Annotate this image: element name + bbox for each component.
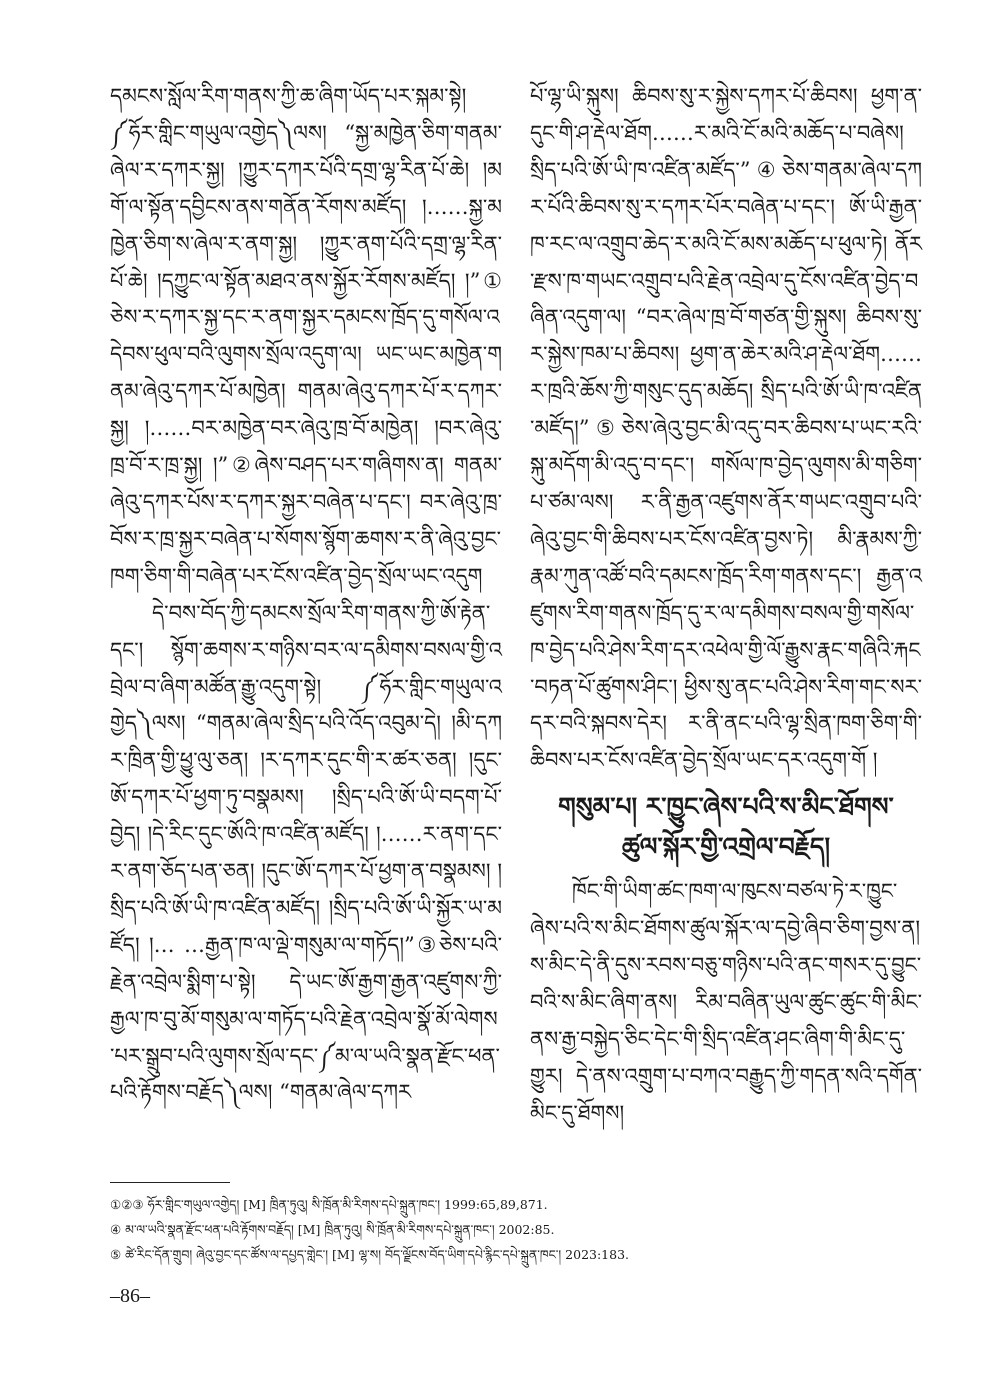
footnote: ⑤ ཚེ་རིང་དོན་གྲུབ། ཞེའུ་བྱང་དང་ཚོས་ལ་དཔྱད་གླེང་། [M] ལྷ་ས། བོད་ལྗོངས་བོད་ཡིག་དཔེ་རྙིང་དཔེ་སྐྲུན་ཁང་། 2023:183. (110, 1247, 630, 1262)
body-paragraph: པོ་ལྷ་ཡི་སྐུས། ཆིབས་སུ་ར་སྐྱེས་དཀར་པོ་ཆིབས། ཕྱག་ན་དུང་གི་ཤ་རྡེལ་ཐོག……ར་མའི་ངོ་མའི་མཆོད་པ་བཞེས། སྲིད་པའི་ཨོ་ཡི་ཁ་འཛིན་མཛོད་”④ཅེས་གནམ་ཞེལ་དཀར་པོའི་ཆིབས་སུ་ར་དཀར་པོར་བཞེན་པ་དང་། ཨོ་ཡི་རྒྱན་ཁ་རང་ལ་འགྲུབ་ཆེད་ར་མའི་ངོ་མས་མཆོད་པ་ཕུལ་ཏེ། ནོར་རྫས་ཁ་གཡང་འགྲུབ་པའི་རྗེན་འབྲེལ་དུ་ངོས་འཛིན་བྱེད་བཞིན་འདུག་ལ། “བར་ཞེལ་ཁྲ་བོ་གཙན་གྱི་སྐུས། ཆིབས་སུ་ར་སྐྱེས་ཁམ་པ་ཆིབས། ཕྱག་ན་ཆེར་མའི་ཤ་རྡེལ་ཐོག……ར་ཁྲའི་ཆོས་ཀྱི་གསུང་དུད་མཆོད། སྲིད་པའི་ཨོ་ཡི་ཁ་འཛིན་མཛོད།”⑤ཅེས་ཞེའུ་བྱང་མི་འདུ་བར་ཆིབས་པ་ཡང་རའི་སྐུ་མདོག་མི་འདུ་བ་དང་། གསོལ་ཁ་བྱེད་ལུགས་མི་གཅིག་པ་ཙམ་ལས། ར་ནི་རྒྱན་འཛུགས་ནོར་གཡང་འགྲུབ་པའི་ཞེའུ་བྱང་གི་ཆིབས་པར་ངོས་འཛིན་བྱས་ཏེ། མི་རྣམས་ཀྱི་རྣམ་ཀུན་འཚོ་བའི་དམངས་ཁྲོད་རིག་གནས་དང་། རྒྱན་འཛུགས་རིག་གནས་ཁྲོད་དུ་ར་ལ་དམིགས་བསལ་གྱི་གསོལ་ཁ་བྱེད་པའི་ཤེས་རིག་དར་འཕེལ་གྱི་ལོ་རྒྱུས་རྣང་གཞིའི་རྐང་བཏན་པོ་ཚུགས་ཤིང་། ཕྱིས་སུ་ནང་པའི་ཤེས་རིག་གང་སར་དར་བའི་སྐབས་དེར། ར་ནི་ནང་པའི་ལྷ་སྲིན་ཁག་ཅིག་གི་ཆིབས་པར་ངོས་འཛིན་བྱེད་སྲོལ་ཡང་དར་འདུག་གོ ། (530, 84, 922, 773)
body-paragraph: དམངས་སློལ་རིག་གནས་ཀྱི་ཆ་ཞིག་ཡོད་པར་སྐམ་སྟེ། ༼ཧོར་གླིང་གཡུལ་འགྱེད༽ལས། “སྐྱ་མཁྱེན་ཅིག་གནམ་ཞེལ་ར་དཀར་སྐྱ། །ཀྱུར་དཀར་པོའི་དགྲ་ལྷ་རིན་པོ་ཆེ། །མགོ་ལ་སྟོན་དབྱིངས་ནས་གནོན་རོགས་མཛོད། །……སྐྱ་མཁྱེན་ཅིག་ས་ཞེལ་ར་ནག་སྐྱ། །ཀྱུར་ནག་པོའི་དགྲ་ལྷ་རིན་པོ་ཆེ། །དཀྱུང་ལ་སྟོན་མཐའ་ནས་སྐྱོར་རོགས་མཛོད། །”①ཅེས་ར་དཀར་སྐྱ་དང་ར་ནག་སྐྱར་དམངས་ཁྲོད་དུ་གསོལ་འདེབས་ཕུལ་བའི་ལུགས་སྲོལ་འདུག་ལ། ཡང་ཡང་མཁྱེན་གནམ་ཞེའུ་དཀར་པོ་མཁྱེན། གནམ་ཞེའུ་དཀར་པོ་ར་དཀར་སྐྱ། །……བར་མཁྱེན་བར་ཞེའུ་ཁྲ་བོ་མཁྱེན། །བར་ཞེའུ་ཁྲ་བོ་ར་ཁྲ་སྐྱ། །”②ཞེས་བཤད་པར་གཞིགས་ན། གནམ་ཞེའུ་དཀར་པོས་ར་དཀར་སྐྱར་བཞེན་པ་དང་། བར་ཞེའུ་ཁྲ་བོས་ར་ཁྲ་སྐྱར་བཞེན་པ་སོགས་སྙོག་ཆགས་ར་ནི་ཞེའུ་བྱང་ཁག་ཅིག་གི་བཞེན་པར་ངོས་འཛིན་བྱེད་སྲོལ་ཡང་འདུག (110, 84, 502, 588)
section-heading-line: གསུམ་པ། ར་ཁྱུང་ཞེས་པའི་ས་མིང་ཐོགས་ (558, 792, 894, 822)
footnote: ④ མ་ལ་ཡའི་སྣན་རྫོང་ཕན་པའི་རྟོགས་བརྗོད། [M] ཁྲིན་ཏུའུ། སི་ཁྲོན་མི་རིགས་དཔེ་སྐྲུན་ཁང་། 2002:85. (110, 1222, 555, 1237)
left-text-column (110, 78, 502, 1105)
page-number: –86– (110, 1285, 150, 1307)
section-heading-line: ཚུལ་སྐོར་གྱི་འགྲེལ་བརྗོད། (621, 832, 831, 862)
footnote: ①②③ ཧོར་གླིང་གཡུལ་འགྱེད། [M] ཁྲིན་ཏུའུ། སི་ཁྲོན་མི་རིགས་དཔེ་སྐྲུན་ཁང་། 1999:65,89,871. (110, 1197, 548, 1212)
section-heading (530, 787, 922, 867)
footnote-divider (110, 1182, 230, 1183)
body-paragraph: དེ་བས་བོད་ཀྱི་དམངས་སྲོལ་རིག་གནས་ཀྱི་ཨོ་རྟེན་དང་། སྙོག་ཆགས་ར་གཉིས་བར་ལ་དམིགས་བསལ་གྱི་འབྲེལ་བ་ཞིག་མཚོན་རྒྱུ་འདུག་སྟེ། ༼ཧོར་གླིང་གཡུལ་འགྱེད༽ལས། “གནམ་ཞེལ་སྲིད་པའི་འོད་འབུམ་དེ། །མི་དཀར་ཁྲིན་གྱི་ཕྱུ་ལུ་ཅན། །ར་དཀར་དུང་གི་ར་ཚར་ཅན། །དུང་ཨོ་དཀར་པོ་ཕྱག་ཏུ་བསྣམས། །སྲིད་པའི་ཨོ་ཡི་བདག་པོ་བྱེད། །དེ་རིང་དུང་ཨོའི་ཁ་འཛིན་མཛོད། །……ར་ནག་དང་ར་ནག་ཅོད་པན་ཅན། །དུང་ཨོ་དཀར་པོ་ཕྱག་ན་བསྣམས། །སྲིད་པའི་ཨོ་ཡི་ཁ་འཛིན་མཛོད། །སྲིད་པའི་ཨོ་ཡི་སྐྱོར་ཡ་མཛོད། །… …རྒྱན་ཁ་ལ་ལྡེ་གསུམ་ལ་གཏོད།”③ཅེས་པའི་རྗེན་འབྲེལ་སྨིག་པ་སྟེ། དེ་ཡང་ཨོ་རྒྱག་རྒྱན་འཛུགས་ཀྱི་རྒྱལ་ཁ་བུ་མོ་གསུམ་ལ་གཏོད་པའི་རྗེན་འབྲེལ་སྣོ་མོ་ལེགས་པར་སྒྲུབ་པའི་ལུགས་སྲོལ་དང་༼མ་ལ་ཡའི་སྣན་རྫོང་ཕན་པའི་རྟོགས་བརྗོད༽ལས། “གནམ་ཞེལ་དཀར (110, 600, 502, 1105)
right-text-column (530, 78, 922, 1125)
footnotes (110, 1192, 920, 1267)
body-paragraph: ཁོང་གི་ཡིག་ཚང་ཁག་ལ་ཁུངས་བཙལ་ཏེ་ར་ཁྱུང་ཞེས་པའི་ས་མིང་ཐོགས་ཚུལ་སྐོར་ལ་དབྱེ་ཞིབ་ཅིག་བྱས་ན། ས་མིང་དེ་ནི་དུས་རབས་བཅུ་གཉིས་པའི་ནང་གསར་དུ་བྱུང་བའི་ས་མིང་ཞིག་ནས། རིམ་བཞིན་ཡུལ་ཚུང་ཚུང་གི་མིང་ནས་རྒྱ་བསྐྱེད་ཅིང་དེང་གི་སྲིད་འཛིན་ཤང་ཞིག་གི་མིང་དུ་གྱུར། དེ་ནས་འགྲུག་པ་བཀའ་བརྒྱུད་ཀྱི་གདན་སའི་དགོན་མིང་དུ་ཐོགས། (530, 879, 922, 1125)
